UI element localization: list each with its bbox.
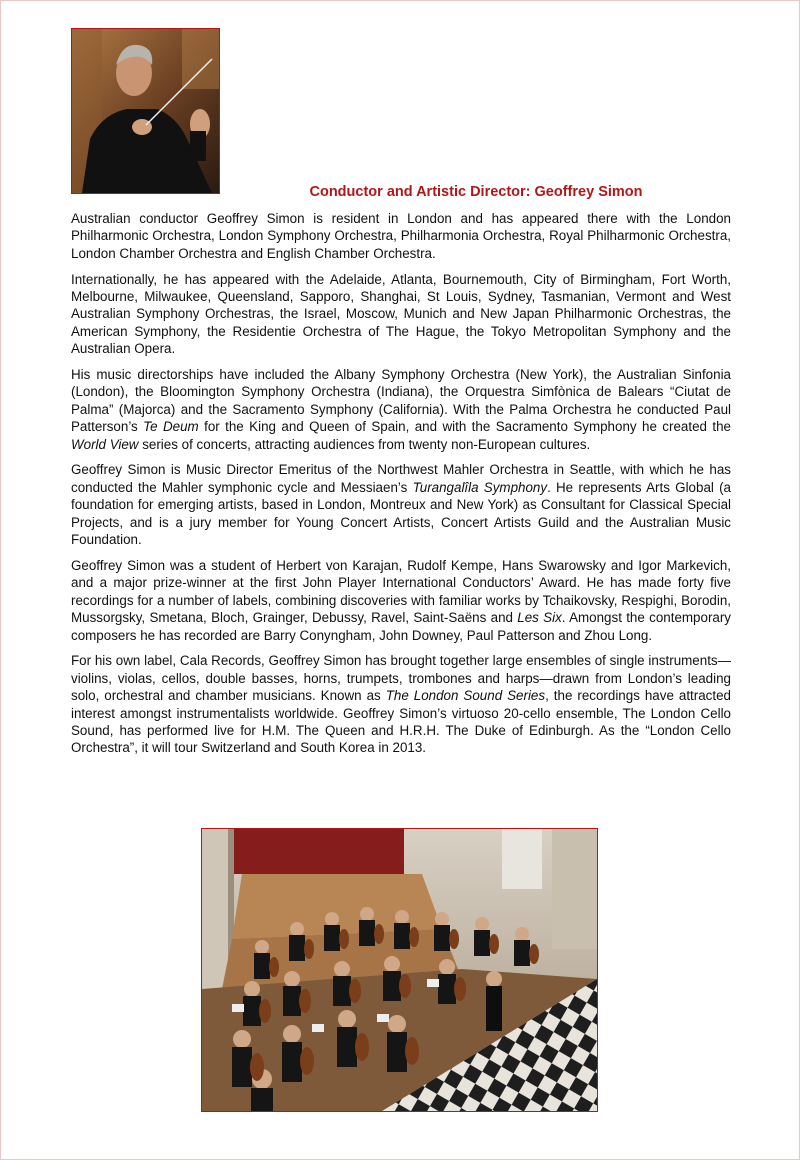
conductor-portrait-illustration — [72, 29, 219, 193]
paragraph-text: for the King and Queen of Spain, and with the Sacramento Symphony he created the — [198, 419, 731, 435]
paragraph-text: Geoffrey Simon was a student of Herbert von Karajan, Rudolf Kempe, Hans Swarowsky and Igor Markevich, and a major prize-winner at the first John Player International Conductors’ Award. He has made forty five recordings for a number of labels, combining discoveries with familiar works by Tchaikovsky, Respighi, Borodin, Mussorgsky, Smetana, Bloch, Grainger, Debussy, Ravel, Saint-Saëns and — [71, 557, 731, 626]
conductor-portrait-photo — [71, 28, 220, 194]
biography-paragraph — [71, 210, 731, 262]
biography-paragraph — [71, 557, 731, 644]
biography-paragraph — [71, 652, 731, 756]
paragraph-text: Geoffrey Simon is Music Director Emeritus of the Northwest Mahler Orchestra in Seattle, with which he has conducted the Mahler symphonic cycle and Messiaen’s — [71, 462, 731, 495]
paragraph-text: series of concerts, attracting audiences from twenty non-European cultures. — [138, 436, 591, 452]
cello-ensemble-illustration — [202, 829, 597, 1111]
paragraph-text: . Amongst the contemporary composers he has recorded are Barry Conyngham, John Downey, Paul Patterson and Zhou Long. — [71, 610, 731, 643]
paragraph-text: . He represents Arts Global (a foundation for emerging artists, based in London, Montreux and New York) as Consultant for Classical Special Projects, and is a jury member for Young Concert Artists, Concert Artists Guild and the Australian Music Foundation. — [71, 479, 732, 548]
italic-title-text: World View — [71, 436, 139, 452]
cello-ensemble-photo — [201, 828, 598, 1112]
italic-title-text: Les Six — [517, 610, 562, 626]
paragraph-text: Internationally, he has appeared with the Adelaide, Atlanta, Bournemouth, City of Birmingham, Fort Worth, Melbourne, Milwaukee, Queensland, Sapporo, Shanghai, St Louis, Sydney, Tasmanian, Vermont and West Australian Symphony Orchestras, the Israel, Moscow, Munich and New Japan Philharmonic Orchestras, the American Symphony, the Residentie Orchestra of The Hague, the Tokyo Metropolitan Symphony and the Australian Opera. — [71, 271, 731, 357]
biography-paragraph — [71, 271, 731, 358]
biography-paragraph — [71, 366, 731, 453]
biography-paragraph — [71, 461, 731, 548]
italic-title-text: The London Sound Series — [385, 688, 546, 704]
paragraph-text: For his own label, Cala Records, Geoffrey Simon has brought together large ensembles of single instruments—violins, violas, cellos, double basses, horns, trumpets, trombones and harps—drawn from London’s leading solo, orchestral and chamber musicians. Known as — [71, 653, 731, 704]
paragraph-text: Australian conductor Geoffrey Simon is resident in London and has appeared there with the London Philharmonic Orchestra, London Symphony Orchestra, Philharmonia Orchestra, Royal Philharmonic Orchestra, London Chamber Orchestra and English Chamber Orchestra. — [71, 211, 731, 261]
biography-body — [71, 210, 731, 765]
italic-title-text: Te Deum — [143, 419, 199, 435]
paragraph-text: , the recordings have attracted interest amongst instrumentalists worldwide. Geoffrey Simon’s virtuoso 20-cello ensemble, The London Cello Sound, has performed live for H.M. The Queen and H.R.H. The Duke of Edinburgh. As the “London Cello Orchestra”, it will tour Switzerland and South Korea in 2013. — [71, 688, 731, 756]
paragraph-text: His music directorships have included the Albany Symphony Orchestra (New York), the Australian Sinfonia (London), the Bloomington Symphony Orchestra (Indiana), the Orquestra Simfònica de Balears “Ciutat de Palma” (Majorca) and the Sacramento Symphony (California). With the Palma Orchestra he conducted Paul Patterson’s — [71, 367, 731, 435]
italic-title-text: Turangalîla Symphony — [412, 479, 548, 495]
section-heading: Conductor and Artistic Director: Geoffrey Simon — [309, 184, 643, 200]
